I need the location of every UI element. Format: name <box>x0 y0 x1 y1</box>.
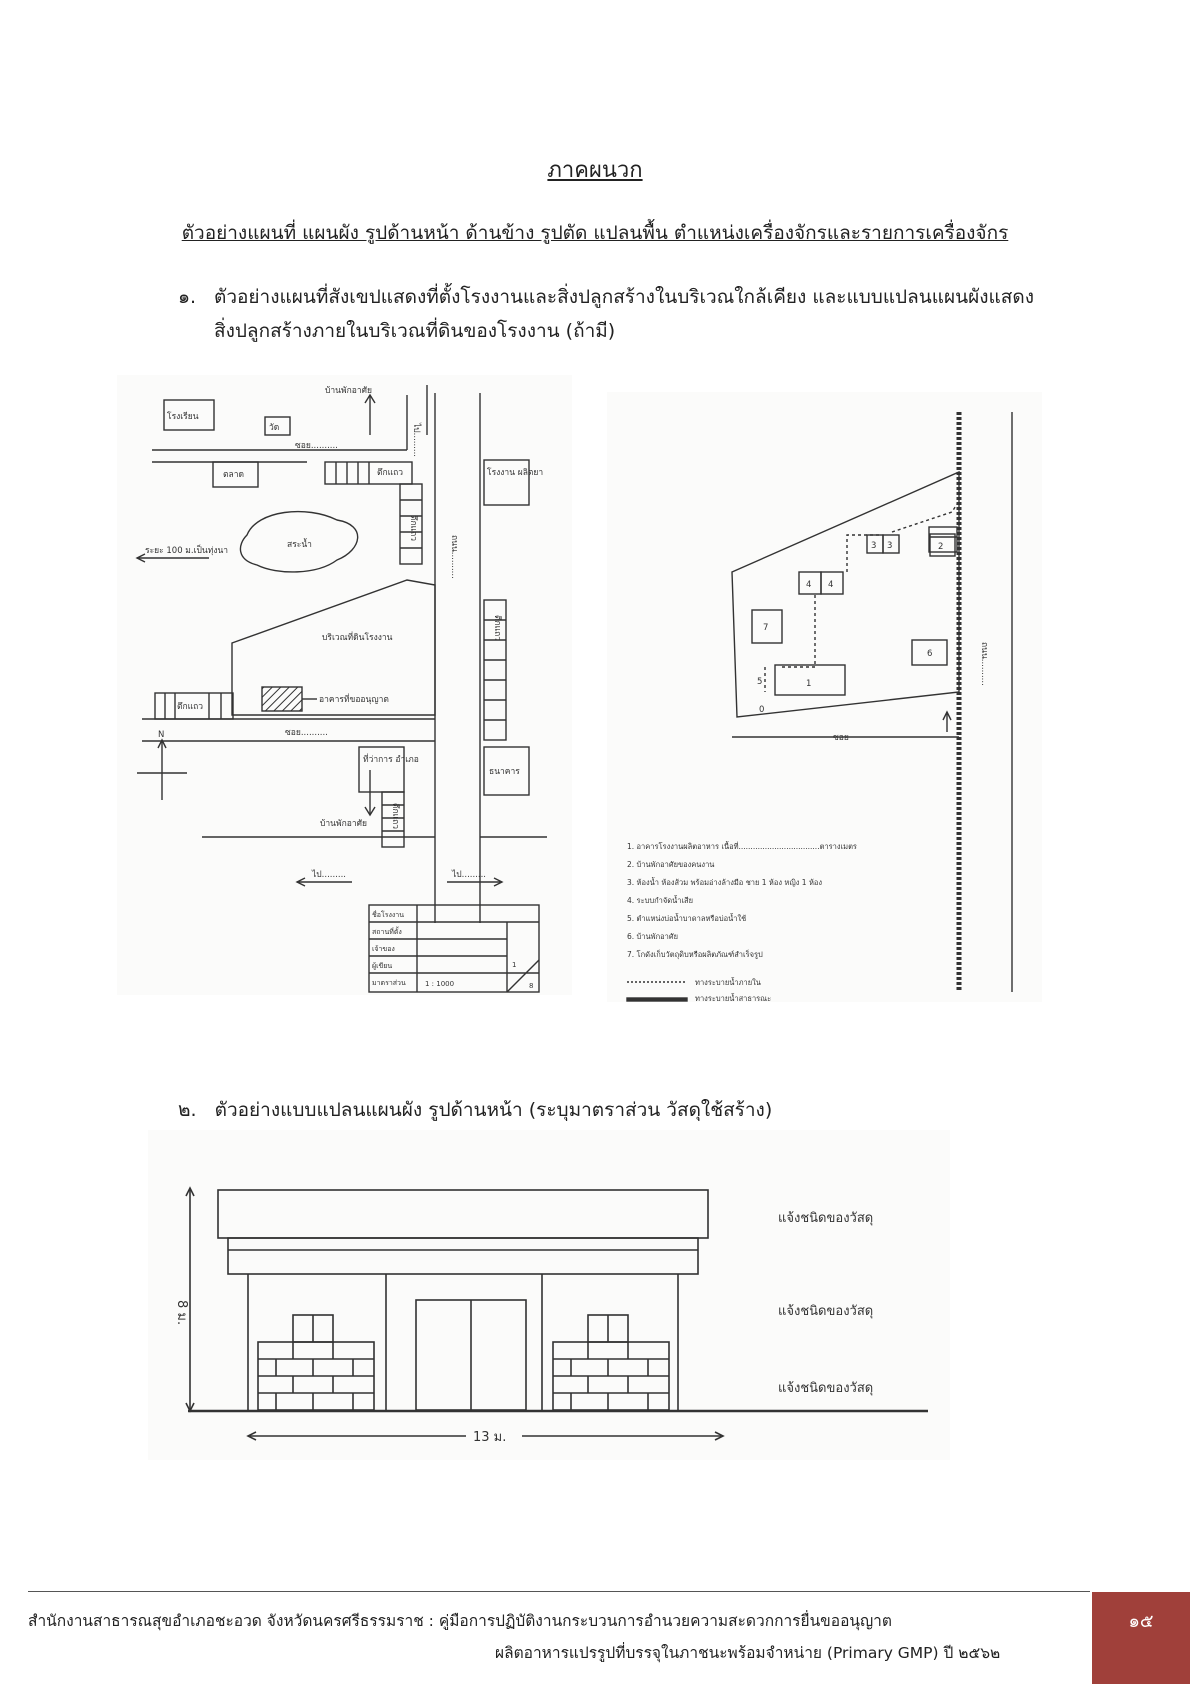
title-block-label: ชื่อโรงงาน <box>372 911 405 919</box>
title-block-label: มาตราส่วน <box>372 979 406 987</box>
map1-house-top: บ้านพักอาศัย <box>325 386 372 396</box>
elevation-height: 8 ม. <box>174 1300 189 1326</box>
plan-box-5: 5 <box>757 677 763 687</box>
item-1 <box>178 280 1038 348</box>
plan-box-3a: 3 <box>871 541 877 551</box>
plan-lane: ซอย <box>833 733 849 743</box>
map1-shophouse-top: ตึกแถว <box>377 468 404 478</box>
map1-temple: วัด <box>269 423 280 433</box>
plan-box-4b: 4 <box>828 580 834 590</box>
plan-legend-item: 6. บ้านพักอาศัย <box>627 932 678 941</box>
plan-box-7: 7 <box>763 623 769 633</box>
plan-box-3b: 3 <box>887 541 893 551</box>
map1-bank: ธนาคาร <box>489 767 520 777</box>
map1-sheet-total: 8 <box>529 982 534 990</box>
page-number-badge <box>1092 1592 1190 1684</box>
map1-road: ถนน.......... <box>449 535 459 579</box>
page-subheading: ตัวอย่างแผนที่ แผนผัง รูปด้านหน้า ด้านข้าง รูปตัด แปลนพื้น ตำแหน่งเครื่องจักรและรายการเครื่องจักร <box>181 222 1009 244</box>
map1-school: โรงเรียน <box>167 412 199 422</box>
plan-box-1: 1 <box>806 679 812 689</box>
elevation-material-1: แจ้งชนิดของวัสดุ <box>778 1211 874 1226</box>
elevation-width: 13 ม. <box>473 1430 507 1445</box>
front-elevation <box>148 1130 950 1460</box>
item-1-text: ตัวอย่างแผนที่สังเขปแสดงที่ตั้งโรงงานและสิ่งปลูกสร้างในบริเวณใกล้เคียง และแบบแปลนแผนผังแสดงสิ่งปลูกสร้างภายในบริเวณที่ดินของโรงงาน (ถ้ามี) <box>214 286 1034 342</box>
item-2-number: ๒. <box>178 1099 197 1121</box>
title-block-label: สถานที่ตั้ง <box>372 928 402 936</box>
map1-lane-bottom: ซอย.......... <box>285 728 328 738</box>
plan-legend-dashed: ทางระบายน้ำภายใน <box>695 978 761 987</box>
plan-legend-item: 1. อาคารโรงงานผลิตอาหาร เนื้อที่..................................ตารางเมตร <box>627 842 857 851</box>
map1-house-bottom: บ้านพักอาศัย <box>320 819 367 829</box>
footer-divider <box>28 1591 1090 1592</box>
map1-market: ตลาด <box>223 470 245 480</box>
plan-legend-item: 5. ตำแหน่งบ่อน้ำบาดาลหรือบ่อน้ำใช้ <box>627 914 747 923</box>
plan-box-2: 2 <box>938 542 944 552</box>
map1-pond: สระน้ำ <box>287 540 312 550</box>
map1-shophouse-v3: ตึกแถว <box>390 803 400 830</box>
map1-to-left: ไป......... <box>312 870 346 880</box>
footer-line-1: สำนักงานสาธารณสุขอำเภอชะอวด จังหวัดนครศรีธรรมราช : คู่มือการปฏิบัติงานกระบวนการอำนวยความสะดวกการยื่นขออนุญาต <box>28 1612 892 1630</box>
map1-permit-building: อาคารที่ขออนุญาต <box>319 695 389 705</box>
plan-well: 0 <box>759 705 765 715</box>
plan-legend-hatched: ทางระบายน้ำสาธารณะ <box>695 994 772 1002</box>
map1-shophouse-v2: ตึกแถว <box>492 615 502 642</box>
map1-north: N <box>158 730 165 740</box>
map1-shophouse-left: ตึกแถว <box>177 702 204 712</box>
plan-road: ถนน.......... <box>979 642 989 686</box>
map1-lane-top: ซอย.......... <box>295 441 338 451</box>
plan-legend-item: 2. บ้านพักอาศัยของคนงาน <box>627 860 715 869</box>
elevation-material-2: แจ้งชนิดของวัสดุ <box>778 1304 874 1319</box>
plan-box-6: 6 <box>927 649 933 659</box>
plan-legend-item: 7. โกดังเก็บวัตถุดิบหรือผลิตภัณฑ์สำเร็จรูป <box>627 950 763 959</box>
plan-legend-item: 3. ห้องน้ำ ห้องส้วม พร้อมอ่างล้างมือ ชาย 1 ห้อง หญิง 1 ห้อง <box>627 878 823 887</box>
map1-site: บริเวณที่ดินโรงงาน <box>322 633 393 643</box>
footer-line-2: ผลิตอาหารแปรรูปที่บรรจุในภาชนะพร้อมจำหน่าย (Primary GMP) ปี ๒๕๖๒ <box>495 1644 1001 1662</box>
map1-factory-other: โรงงาน ผลิตยา <box>487 468 544 478</box>
map1-sheet-no: 1 <box>512 961 517 969</box>
site-plan <box>607 392 1042 1002</box>
page-heading: ภาคผนวก <box>547 158 643 183</box>
map1-district-office: ที่ว่าการ อำเภอ <box>363 755 419 765</box>
plan-box-4a: 4 <box>806 580 812 590</box>
map1-scale: 1 : 1000 <box>425 980 455 988</box>
map1-paddy: ระยะ 100 ม.เป็นทุ่งนา <box>145 546 229 556</box>
title-block-label: ผู้เขียน <box>372 962 393 970</box>
map1-shophouse-v1: ตึกแถว <box>408 515 418 542</box>
map1-to-top: ไป......... <box>411 423 421 457</box>
elevation-material-3: แจ้งชนิดของวัสดุ <box>778 1381 874 1396</box>
item-1-number: ๑. <box>178 286 197 308</box>
plan-legend-item: 4. ระบบกำจัดน้ำเสีย <box>627 896 694 905</box>
item-2-text: ตัวอย่างแบบแปลนแผนผัง รูปด้านหน้า (ระบุมาตราส่วน วัสดุใช้สร้าง) <box>214 1099 773 1121</box>
item-2 <box>178 1095 772 1125</box>
location-map <box>117 375 572 995</box>
title-block-label: เจ้าของ <box>372 945 395 953</box>
page-number: ๑๕ <box>1128 1611 1154 1632</box>
map1-to-right: ไป......... <box>452 870 486 880</box>
